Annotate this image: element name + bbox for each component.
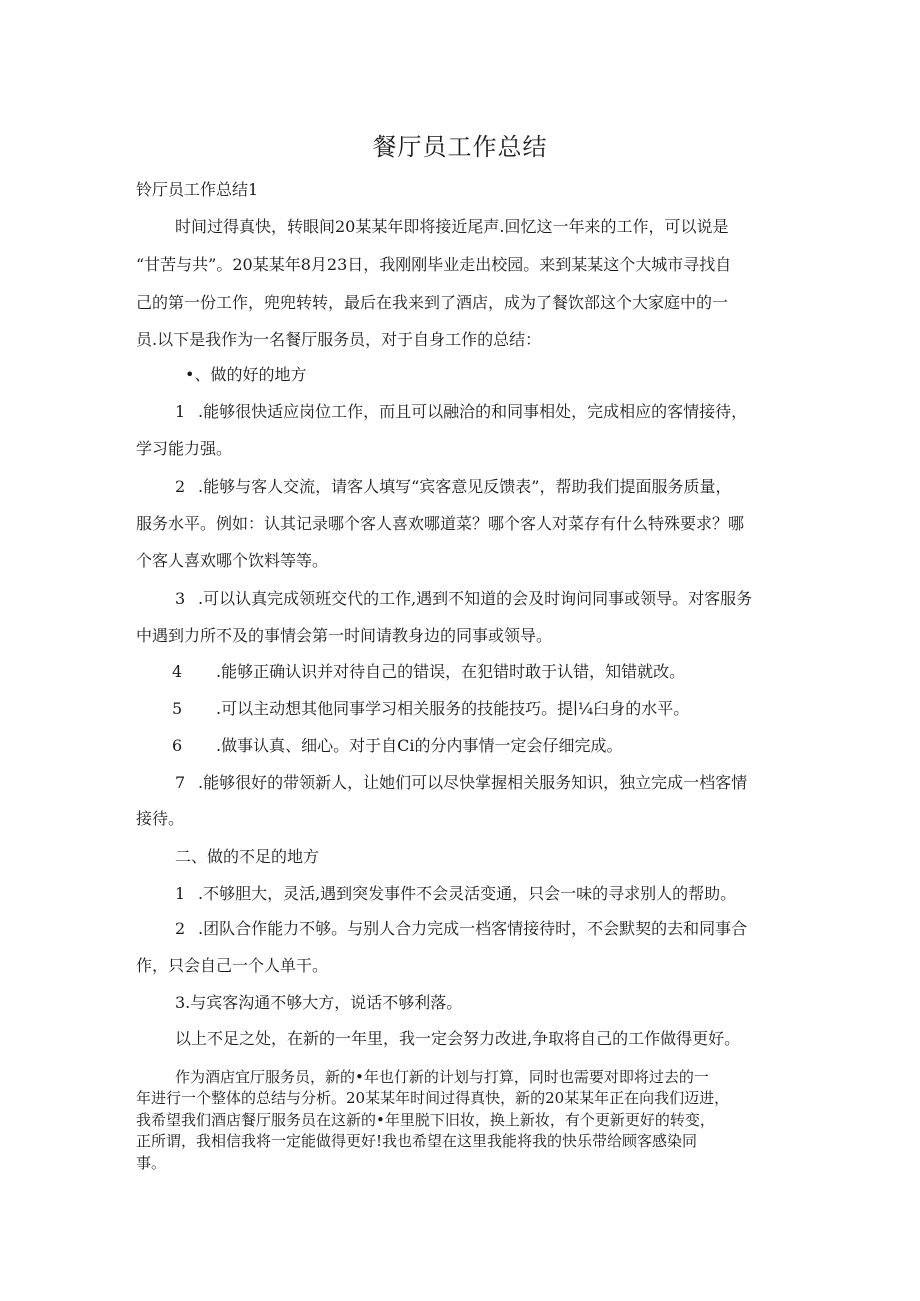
item-text-line: .团队合作能力不够。与别人合力完成一档客情接待时，不会默契的去和同事合 xyxy=(198,919,748,938)
intro-line-1: 时间过得真快，转眼间20某某年即将接近尾声.回忆这一年来的工作，可以说是 xyxy=(175,217,729,236)
item-text-line: 接待。 xyxy=(136,809,185,828)
intro-line-2: “甘苦与共”。20某某年8月23日，我刚刚毕业走出校园。来到某某这个大城市寻找自 xyxy=(136,255,732,274)
document-title: 餐厅员工作总结 xyxy=(372,133,548,161)
item-number: 4 xyxy=(172,662,183,681)
item-number: 1 xyxy=(175,402,186,421)
item-text-line: 个客人喜欢哪个饮料等等。 xyxy=(136,551,329,570)
section2-heading: 二、做的不足的地方 xyxy=(175,847,320,866)
closing-line-2: 年进行一个整体的总结与分析。20某某年时间过得真快，新的20某某年正在向我们迈进， xyxy=(136,1089,730,1107)
document-subtitle: 铃厅员工作总结1 xyxy=(136,180,259,199)
conclusion-paragraph: 以上不足之处，在新的一年里，我一定会努力改进,争取将自己的工作做得更好。 xyxy=(175,1029,741,1048)
item-text-line: 作，只会自己一个人单干。 xyxy=(136,956,329,975)
item-number: 1 xyxy=(175,884,186,903)
item-number: 5 xyxy=(172,699,183,718)
item-text-line: 学习能力强。 xyxy=(136,439,233,458)
item-number: 6 xyxy=(172,736,183,755)
item-text-line: .不够胆大，灵活,遇到突发事件不会灵活变通，只会一味的寻求别人的帮助。 xyxy=(198,884,737,903)
item-text-line: 中遇到力所不及的事情会第一时间请教身边的同事或领导。 xyxy=(136,626,553,645)
intro-line-3: 己的第一份工作，兜兜转转，最后在我来到了酒店，成为了餐饮部这个大家庭中的一 xyxy=(136,293,729,312)
closing-line-4: 正所谓，我相信我将一定能做得更好!我也希望在这里我能将我的快乐带给顾客感染同 xyxy=(136,1132,698,1150)
closing-line-5: 事。 xyxy=(136,1154,167,1172)
section1-heading: •、做的好的地方 xyxy=(185,365,307,384)
item-text-line: 3.与宾客沟通不够大方，说话不够利落。 xyxy=(175,993,463,1012)
item-number: 3 xyxy=(175,589,186,608)
item-number: 2 xyxy=(175,477,186,496)
item-text-line: .能够正确认识并对待自己的错误，在犯错时敢于认错，知错就改。 xyxy=(216,662,686,681)
intro-line-4: 员.以下是我作为一名餐厅服务员，对于自身工作的总结： xyxy=(136,330,542,349)
item-text-line: .做事认真、细心。对于自Ci的分内事情一定会仔细完成。 xyxy=(216,736,623,755)
item-number: 7 xyxy=(175,773,186,792)
item-text-line: .可以主动想其他同事学习相关服务的技能技巧。提∣¼臼身的水平。 xyxy=(216,699,690,718)
item-text-line: .能够很快适应岗位工作，而且可以融洽的和同事相处，完成相应的客情接待， xyxy=(198,402,748,421)
closing-line-3: 我希望我们酒店餐厅服务员在这新的•年里脱下旧妆，换上新妆，有个更新更好的转变， xyxy=(136,1111,715,1129)
item-number: 2 xyxy=(175,919,186,938)
item-text-line: .能够与客人交流，请客人填写“宾客意见反馈表”，帮助我们提面服务质量， xyxy=(198,477,732,496)
item-text-line: .可以认真完成领班交代的工作,遇到不知道的会及时询问同事或领导。对客服务 xyxy=(198,589,753,608)
item-text-line: 服务水平。例如：认其记录哪个客人喜欢哪道菜？哪个客人对菜存有什么特殊要求？哪 xyxy=(136,514,745,533)
closing-line-1: 作为酒店宜厅服务员，新的•年也仃新的计划与打算，同时也需要对即将过去的一 xyxy=(175,1068,709,1086)
item-text-line: .能够很好的带领新人，让她们可以尽快掌握相关服务知识，独立完成一档客情 xyxy=(198,773,748,792)
